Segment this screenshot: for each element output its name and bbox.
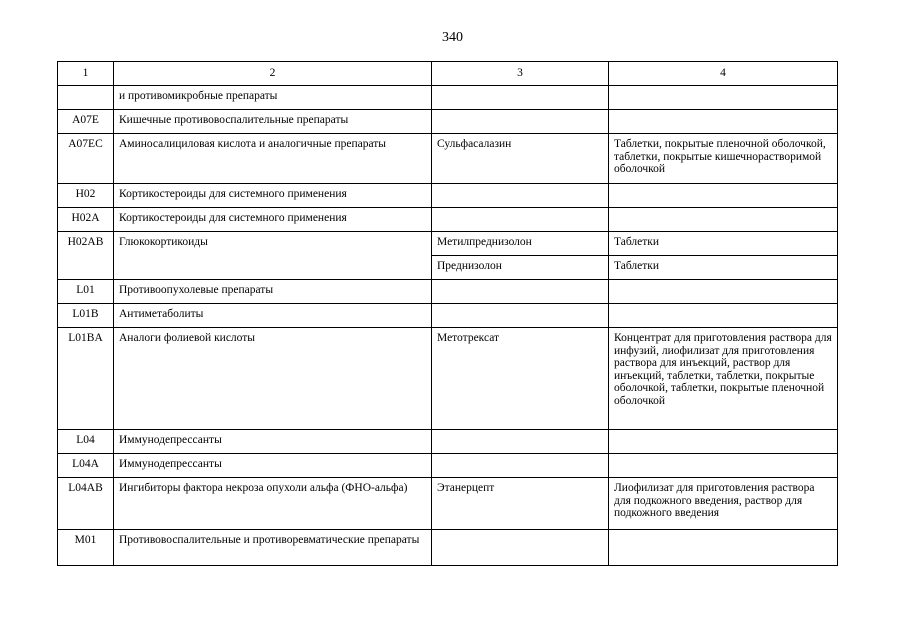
group-name-cell: Противоопухолевые препараты: [114, 280, 432, 304]
atc-code-cell: H02AB: [58, 232, 114, 280]
dosage-form-cell: Лиофилизат для приготовления раствора для подкожного введения, раствор для подкожного введения: [609, 478, 838, 530]
drug-name-cell: [432, 304, 609, 328]
header-col-1: 1: [58, 62, 114, 86]
table-row: [58, 478, 838, 530]
drug-table: [57, 61, 838, 566]
dosage-form-cell: Таблетки, покрытые пленочной оболочкой, таблетки, покрытые кишечнорастворимой оболочкой: [609, 134, 838, 184]
drug-name-cell: [432, 530, 609, 566]
dosage-form-cell: [609, 530, 838, 566]
drug-name-cell: [432, 454, 609, 478]
table-row: [58, 328, 838, 430]
atc-code-cell: L04A: [58, 454, 114, 478]
drug-name-cell: [432, 86, 609, 110]
atc-code-cell: A07E: [58, 110, 114, 134]
atc-code-cell: L04: [58, 430, 114, 454]
atc-code-cell: L01: [58, 280, 114, 304]
table-row: [58, 184, 838, 208]
drug-name-cell: [432, 208, 609, 232]
group-name-cell: Антиметаболиты: [114, 304, 432, 328]
drug-name-cell: Сульфасалазин: [432, 134, 609, 184]
table-row: [58, 232, 838, 256]
dosage-form-cell: [609, 304, 838, 328]
dosage-form-cell: [609, 280, 838, 304]
table-row: [58, 208, 838, 232]
group-name-cell: Кишечные противовоспалительные препараты: [114, 110, 432, 134]
group-name-cell: Аналоги фолиевой кислоты: [114, 328, 432, 430]
atc-code-cell: M01: [58, 530, 114, 566]
group-name-cell: Кортикостероиды для системного применения: [114, 184, 432, 208]
atc-code-cell: L01BA: [58, 328, 114, 430]
group-name-cell: Иммунодепрессанты: [114, 430, 432, 454]
table-row: [58, 280, 838, 304]
header-col-4: 4: [609, 62, 838, 86]
drug-name-cell: [432, 110, 609, 134]
dosage-form-cell: [609, 454, 838, 478]
drug-name-cell: [432, 184, 609, 208]
drug-name-cell: [432, 430, 609, 454]
dosage-form-cell: [609, 208, 838, 232]
header-col-2: 2: [114, 62, 432, 86]
table-row: [58, 454, 838, 478]
group-name-cell: и противомикробные препараты: [114, 86, 432, 110]
table-row: [58, 110, 838, 134]
table-row: [58, 304, 838, 328]
dosage-form-cell: [609, 86, 838, 110]
table-row: [58, 530, 838, 566]
dosage-form-cell: Таблетки: [609, 256, 838, 280]
drug-name-cell: [432, 280, 609, 304]
header-row: [58, 62, 838, 86]
dosage-form-cell: [609, 110, 838, 134]
group-name-cell: Аминосалициловая кислота и аналогичные препараты: [114, 134, 432, 184]
drug-name-cell: Метилпреднизолон: [432, 232, 609, 256]
atc-code-cell: [58, 86, 114, 110]
group-name-cell: Ингибиторы фактора некроза опухоли альфа (ФНО-альфа): [114, 478, 432, 530]
atc-code-cell: A07EC: [58, 134, 114, 184]
table-row: [58, 134, 838, 184]
group-name-cell: Противовоспалительные и противоревматические препараты: [114, 530, 432, 566]
atc-code-cell: L01B: [58, 304, 114, 328]
page-number: 340: [442, 30, 463, 45]
drug-name-cell: Метотрексат: [432, 328, 609, 430]
dosage-form-cell: [609, 430, 838, 454]
table-row: [58, 86, 838, 110]
drug-name-cell: Этанерцепт: [432, 478, 609, 530]
dosage-form-cell: Таблетки: [609, 232, 838, 256]
atc-code-cell: L04AB: [58, 478, 114, 530]
header-col-3: 3: [432, 62, 609, 86]
dosage-form-cell: Концентрат для приготовления раствора для инфузий, лиофилизат для приготовления раствора для инъекций, раствор для инъекций, таблетки, таблетки, покрытые оболочкой, таблетки, покрытые пленочной оболочкой: [609, 328, 838, 430]
atc-code-cell: H02: [58, 184, 114, 208]
group-name-cell: Кортикостероиды для системного применения: [114, 208, 432, 232]
atc-code-cell: H02A: [58, 208, 114, 232]
dosage-form-cell: [609, 184, 838, 208]
group-name-cell: Иммунодепрессанты: [114, 454, 432, 478]
drug-name-cell: Преднизолон: [432, 256, 609, 280]
group-name-cell: Глюкокортикоиды: [114, 232, 432, 280]
table-row: [58, 430, 838, 454]
